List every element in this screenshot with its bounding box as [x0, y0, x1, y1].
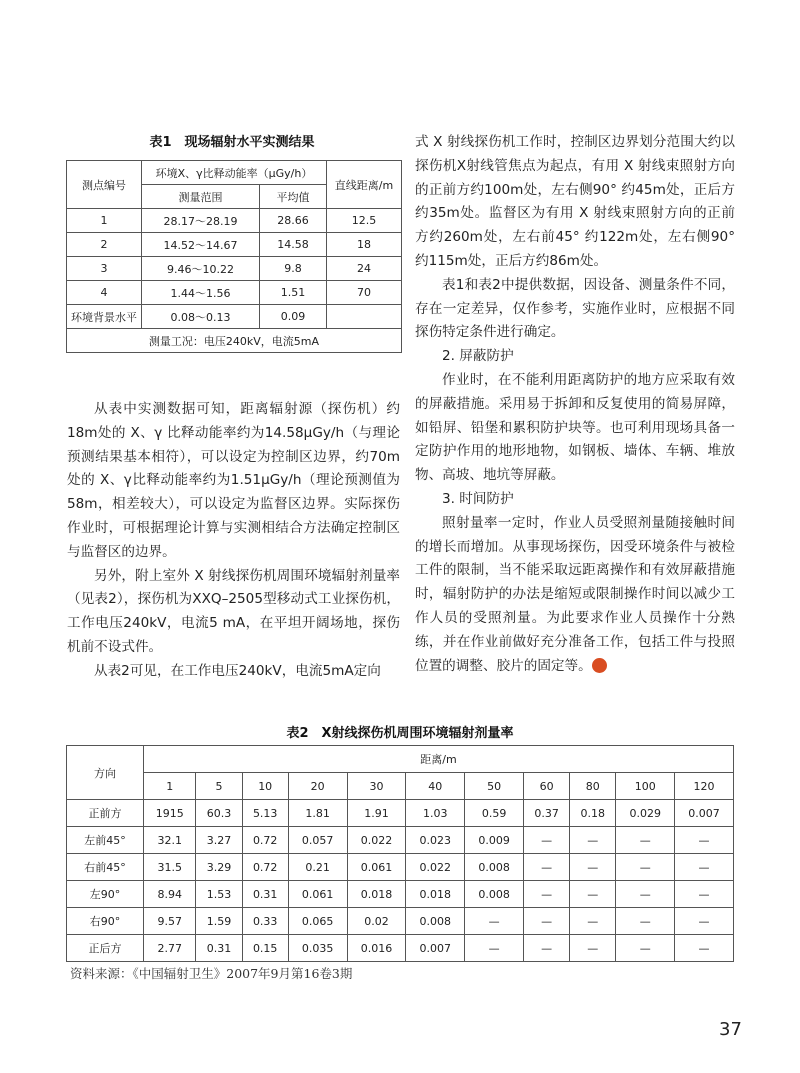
table2-cell: 0.035 — [288, 935, 347, 962]
table2-cell: 8.94 — [144, 881, 196, 908]
table2-cell: 0.018 — [406, 881, 465, 908]
table2-distance-header: 80 — [570, 773, 616, 800]
table1-cell: 18 — [327, 233, 402, 257]
table-row — [67, 827, 734, 854]
table2-cell: 0.009 — [465, 827, 524, 854]
table2-cell: 32.1 — [144, 827, 196, 854]
table-row — [67, 281, 402, 305]
table2-cell: 0.008 — [465, 881, 524, 908]
table2-cell: 0.008 — [406, 908, 465, 935]
table2-cell: 1.59 — [196, 908, 242, 935]
table2-cell: — — [524, 854, 570, 881]
table1-header-distance: 直线距离/m — [327, 161, 402, 209]
table-row — [67, 257, 402, 281]
table2-distance-header: 30 — [347, 773, 406, 800]
table2-cell: 0.02 — [347, 908, 406, 935]
table2-cell: — — [524, 881, 570, 908]
paragraph: 作业时，在不能利用距离防护的地方应采取有效的屏蔽措施。采用易于拆卸和反复使用的简易屏障，如铅屏、铅堡和累积防护块等。也可利用现场具备一定防护作用的地形地物，如钢板、墙体、车辆、堆放物、高坡、地坑等屏蔽。 — [415, 371, 735, 484]
table2-cell: — — [465, 935, 524, 962]
end-mark-icon: K — [592, 658, 607, 673]
table2-cell: — — [675, 935, 734, 962]
table1-header-point: 测点编号 — [67, 161, 142, 209]
section-heading: 3. 时间防护 — [442, 490, 514, 507]
paragraph: 从表中实测数据可知，距离辐射源（探伤机）约18m处的 X、γ 比释动能率约为14.58μGy/h（与理论预测结果基本相符），可以设定为控制区边界，约70m处的 X、γ比释动能率约为1.51μGy/h（理论预测值为 58m，相差较大），可以设定为监督区边界。实际探伤作业时，可根据理论计算与实测相结合方法确定控制区与监督区的边界。 — [67, 401, 400, 560]
table2-direction-cell: 正后方 — [67, 935, 144, 962]
table2-cell: 0.008 — [465, 854, 524, 881]
table-row — [67, 935, 734, 962]
table2-cell: 60.3 — [196, 800, 242, 827]
table1-cell: 9.46～10.22 — [142, 257, 260, 281]
table1-header-avg: 平均值 — [260, 185, 327, 209]
table1-cell: 1.51 — [260, 281, 327, 305]
table2-cell: 0.18 — [570, 800, 616, 827]
table2-cell: 0.061 — [347, 854, 406, 881]
table2-cell: 3.29 — [196, 854, 242, 881]
table2-cell: 0.31 — [242, 881, 288, 908]
table1-cell: 1.44～1.56 — [142, 281, 260, 305]
table2-cell: 0.007 — [406, 935, 465, 962]
table1-cell: 0.09 — [260, 305, 327, 329]
table2 — [66, 745, 734, 962]
table2-cell: — — [616, 881, 675, 908]
table2-cell: — — [616, 908, 675, 935]
table1-title: 表1 现场辐射水平实测结果 — [149, 135, 315, 150]
table2-direction-cell: 右90° — [67, 908, 144, 935]
paragraph: 从表2可见，在工作电压240kV，电流5mA定向 — [94, 662, 381, 679]
left-column — [67, 398, 400, 684]
table2-cell: — — [570, 881, 616, 908]
table2-distance-row — [67, 773, 734, 800]
table1-header-range: 测量范围 — [142, 185, 260, 209]
table1-cell: 14.58 — [260, 233, 327, 257]
section-heading: 2. 屏蔽防护 — [442, 348, 514, 365]
table1-cell: 4 — [67, 281, 142, 305]
table2-cell: 1.91 — [347, 800, 406, 827]
table2-cell: 0.007 — [675, 800, 734, 827]
table-row — [67, 233, 402, 257]
table1-cell: 2 — [67, 233, 142, 257]
table2-cell: — — [570, 935, 616, 962]
table2-cell: 0.022 — [406, 854, 465, 881]
table2-distance-header: 1 — [144, 773, 196, 800]
table2-cell: 0.016 — [347, 935, 406, 962]
table2-cell: — — [524, 935, 570, 962]
right-column — [415, 131, 735, 678]
table1-cell: 0.08～0.13 — [142, 305, 260, 329]
table2-cell: 0.37 — [524, 800, 570, 827]
table2-distance-header: 40 — [406, 773, 465, 800]
table2-cell: 3.27 — [196, 827, 242, 854]
table1-cell — [327, 305, 402, 329]
table-row — [67, 881, 734, 908]
table2-direction-cell: 左90° — [67, 881, 144, 908]
table2-direction-cell: 右前45° — [67, 854, 144, 881]
table-row — [67, 305, 402, 329]
table2-cell: — — [616, 854, 675, 881]
table1-cell: 1 — [67, 209, 142, 233]
table2-cell: — — [524, 827, 570, 854]
table1 — [66, 160, 402, 353]
table2-cell: 0.022 — [347, 827, 406, 854]
table2-cell: 0.33 — [242, 908, 288, 935]
table2-cell: 5.13 — [242, 800, 288, 827]
table2-header-direction: 方向 — [67, 746, 144, 800]
paragraph: 表1和表2中提供数据，因设备、测量条件不同，存在一定差异，仅作参考，实施作业时，应根据不同探伤特定条件进行确定。 — [415, 276, 735, 341]
page-number: 37 — [719, 1019, 742, 1040]
table2-cell: — — [570, 827, 616, 854]
table2-cell: 0.023 — [406, 827, 465, 854]
table2-cell: — — [675, 881, 734, 908]
table2-cell: 1915 — [144, 800, 196, 827]
table2-header-distance: 距离/m — [144, 746, 734, 773]
table2-cell: 9.57 — [144, 908, 196, 935]
table1-cell: 70 — [327, 281, 402, 305]
table1-cell: 24 — [327, 257, 402, 281]
table1-cell: 28.17～28.19 — [142, 209, 260, 233]
paragraph: 另外，附上室外 X 射线探伤机周围环境辐射剂量率（见表2），探伤机为XXQ–2505型移动式工业探伤机，工作电压240kV，电流5 mA，在平坦开阔场地，探伤机前不设式件。 — [67, 567, 400, 655]
table2-cell: 1.03 — [406, 800, 465, 827]
table2-cell: 0.21 — [288, 854, 347, 881]
table2-cell: — — [570, 908, 616, 935]
table2-distance-header: 20 — [288, 773, 347, 800]
paragraph-text: 照射量率一定时，作业人员受照剂量随接触时间的增长而增加。从事现场探伤，因受环境条件与被检工件的限制，当不能采取远距离操作和有效屏蔽措施时，辐射防护的办法是缩短或限制操作时间以减少工作人员的受照剂量。为此要求作业人员操作十分熟练，并在作业前做好充分准备工作，包括工件与投照位置的调整、胶片的固定等。 — [415, 514, 735, 674]
table2-cell: — — [465, 908, 524, 935]
table-row — [67, 209, 402, 233]
table2-direction-cell: 左前45° — [67, 827, 144, 854]
table1-cell: 12.5 — [327, 209, 402, 233]
table2-cell: 0.057 — [288, 827, 347, 854]
table-row — [67, 854, 734, 881]
table2-cell: 0.72 — [242, 827, 288, 854]
table2-cell: — — [675, 827, 734, 854]
table2-cell: 0.15 — [242, 935, 288, 962]
table2-distance-header: 5 — [196, 773, 242, 800]
table2-distance-header: 100 — [616, 773, 675, 800]
table1-cell: 环境背景水平 — [67, 305, 142, 329]
table1-footer: 测量工况：电压240kV，电流5mA — [67, 329, 402, 353]
table2-distance-header: 50 — [465, 773, 524, 800]
table2-cell: — — [570, 854, 616, 881]
table2-cell: 0.72 — [242, 854, 288, 881]
table2-cell: 1.53 — [196, 881, 242, 908]
table1-header-rate: 环境X、γ比释动能率（μGy/h） — [142, 161, 327, 185]
table-row — [67, 908, 734, 935]
table2-cell: 31.5 — [144, 854, 196, 881]
table2-cell: 0.018 — [347, 881, 406, 908]
table2-cell: 1.81 — [288, 800, 347, 827]
table1-cell: 3 — [67, 257, 142, 281]
table2-cell: — — [524, 908, 570, 935]
table2-cell: — — [675, 908, 734, 935]
table2-distance-header: 120 — [675, 773, 734, 800]
table2-title: 表2 X射线探伤机周围环境辐射剂量率 — [286, 726, 514, 741]
table1-cell: 9.8 — [260, 257, 327, 281]
table1-cell: 14.52～14.67 — [142, 233, 260, 257]
table2-cell: 0.31 — [196, 935, 242, 962]
table2-cell: 0.029 — [616, 800, 675, 827]
table2-cell: — — [616, 827, 675, 854]
table2-distance-header: 60 — [524, 773, 570, 800]
table2-cell: — — [616, 935, 675, 962]
paragraph: 式 X 射线探伤机工作时，控制区边界划分范围大约以探伤机X射线管焦点为起点，有用 X 射线束照射方向的正前方约100m处，左右侧90° 约45m处，正后方约35m处。监督区为有用 X 射线束照射方向的正前方约260m处，左右前45° 约122m处，左右侧90° 约115m处，正后方约86m处。 — [415, 134, 735, 269]
table2-cell: 0.59 — [465, 800, 524, 827]
paragraph — [415, 512, 735, 679]
source-note: 资料来源：《中国辐射卫生》2007年9月第16卷3期 — [70, 966, 353, 981]
table2-body — [67, 800, 734, 962]
table2-cell: 0.065 — [288, 908, 347, 935]
table2-cell: — — [675, 854, 734, 881]
table2-direction-cell: 正前方 — [67, 800, 144, 827]
table2-cell: 2.77 — [144, 935, 196, 962]
table2-cell: 0.061 — [288, 881, 347, 908]
table-row — [67, 800, 734, 827]
table1-cell: 28.66 — [260, 209, 327, 233]
table2-distance-header: 10 — [242, 773, 288, 800]
